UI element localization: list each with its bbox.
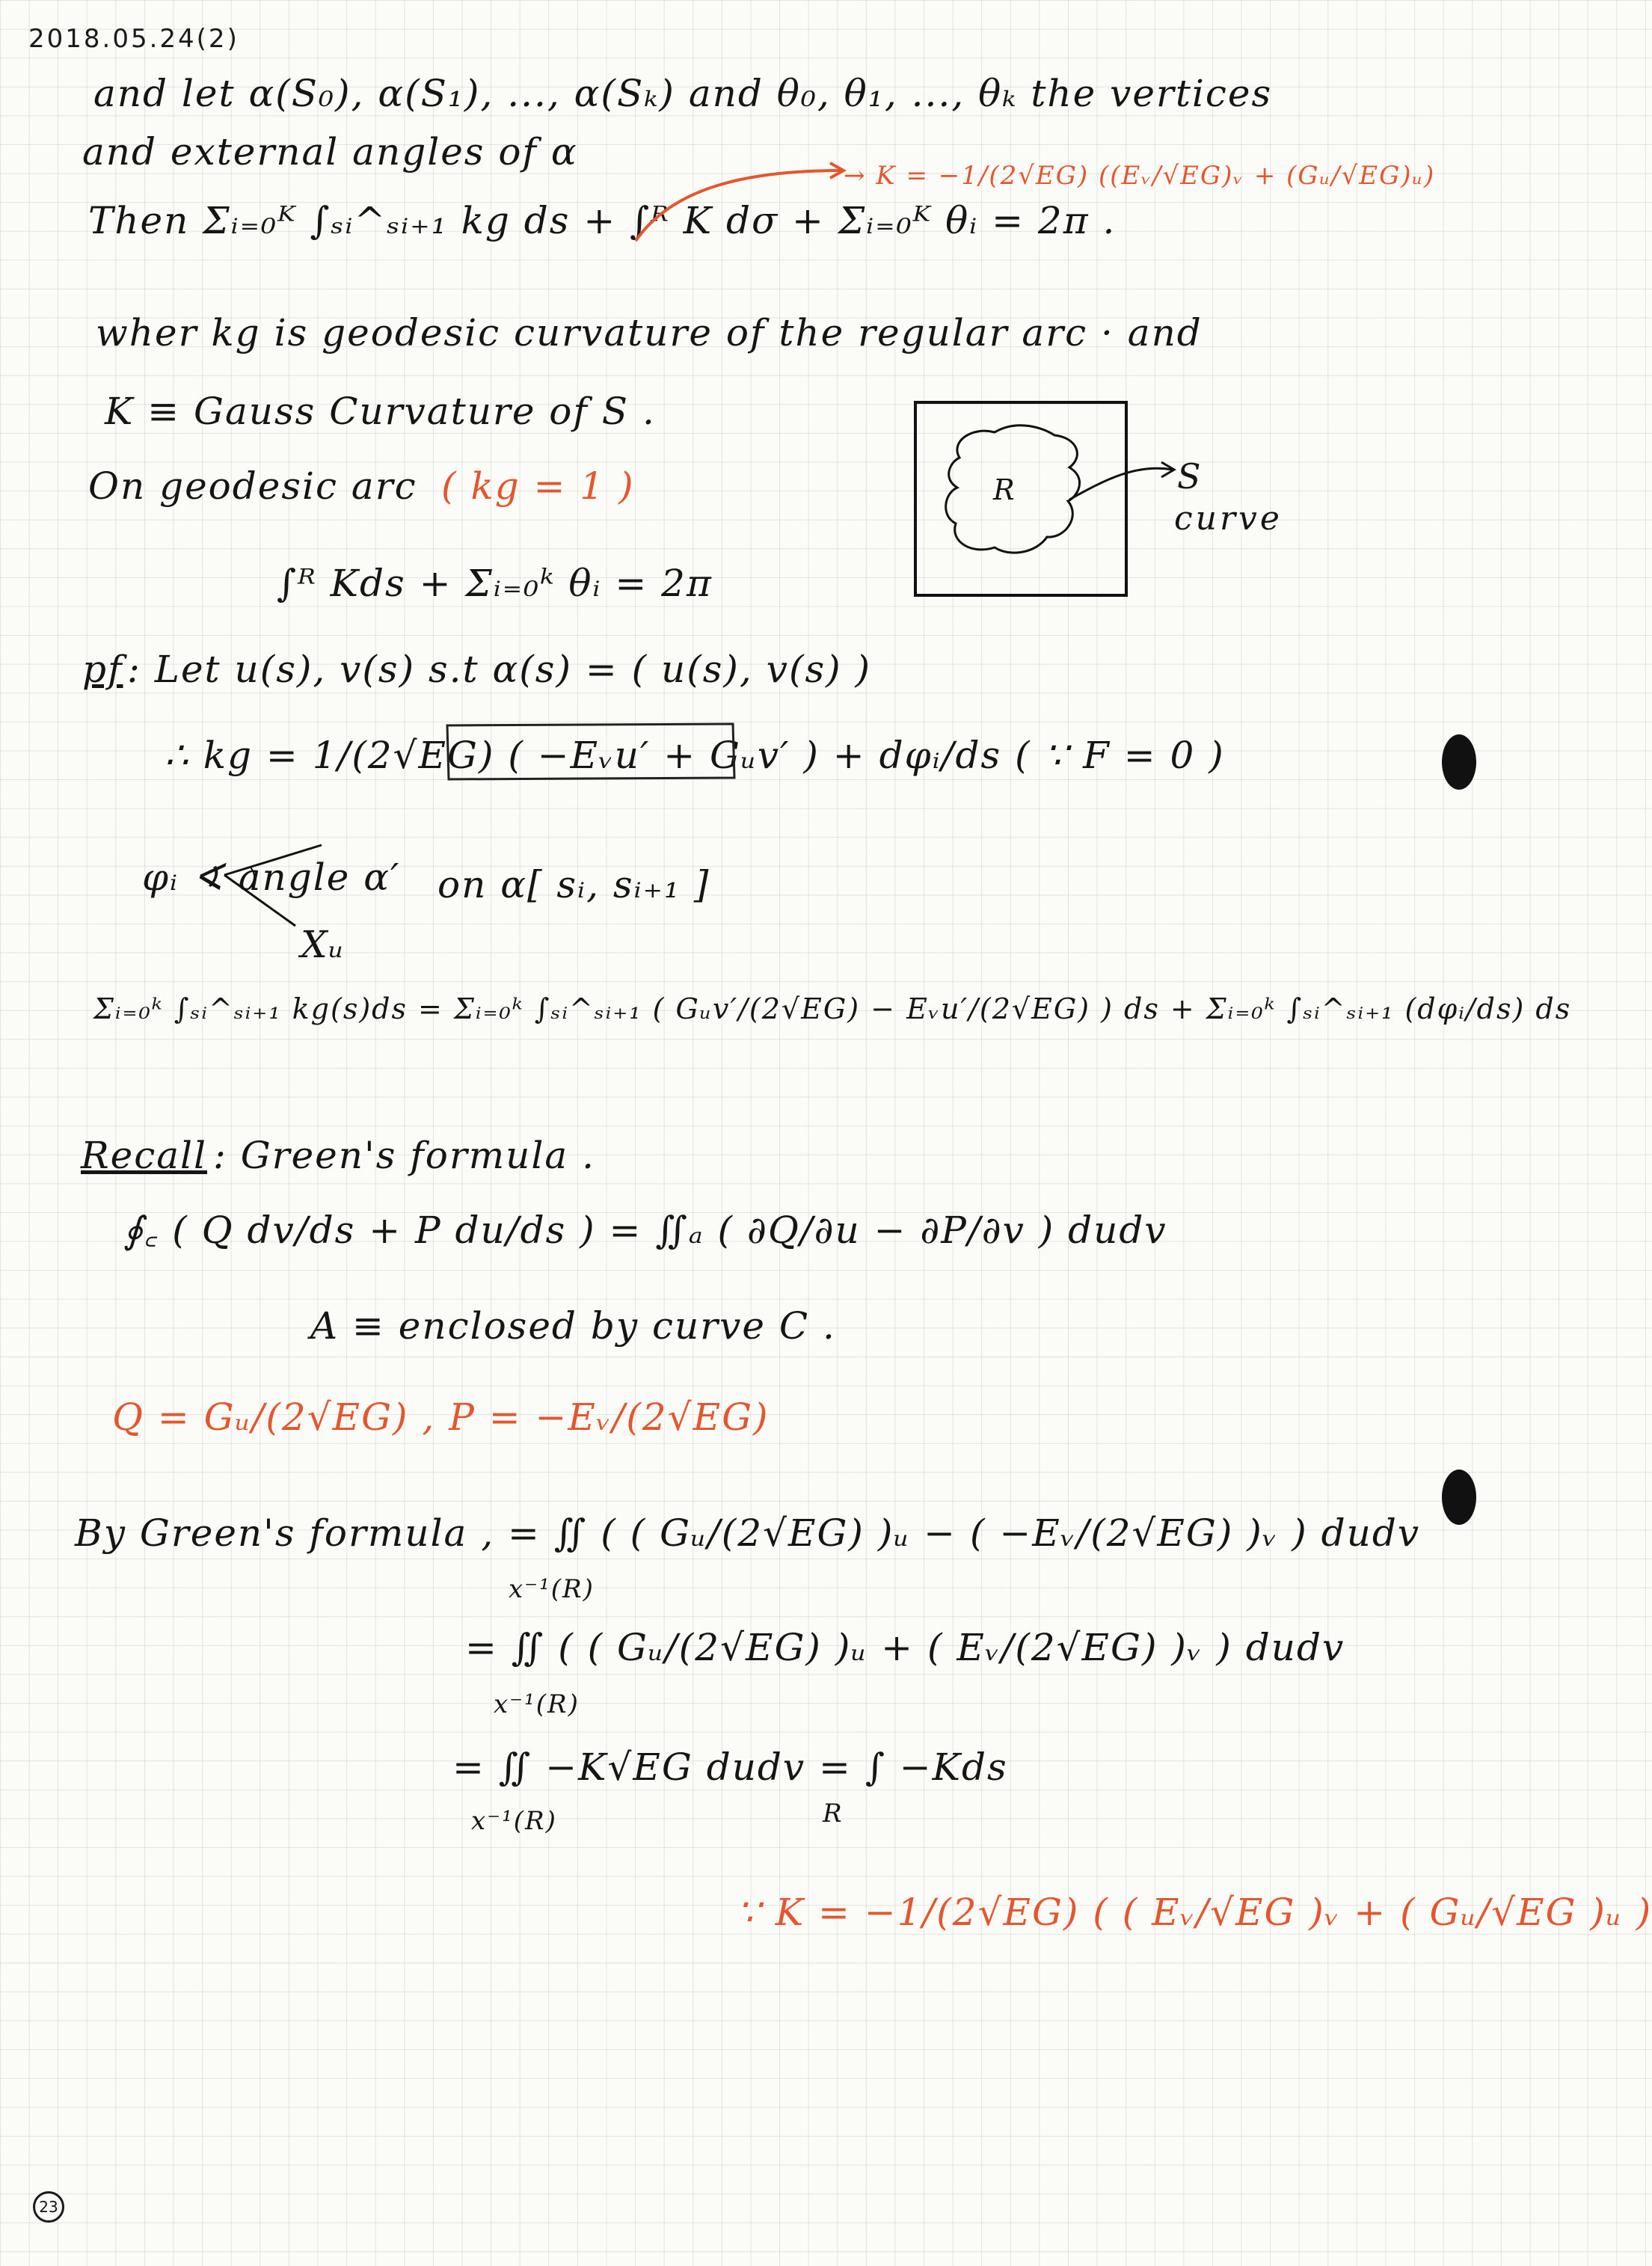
highlight-box — [447, 724, 734, 779]
angle-ray-xu — [224, 875, 295, 926]
orange-kg-equals-one: ( kg = 1 ) — [441, 464, 635, 508]
formula-kg-expression: ∴ kg = 1/(2√EG) ( −Eᵥu′ + Gᵤv′ ) + dφᵢ/ds ( ∵ F = 0 ) — [165, 734, 1225, 777]
recall-label: Recall — [81, 1134, 208, 1177]
page-number-badge: 23 — [33, 2191, 64, 2223]
text-on-alpha-interval: on α[ sᵢ, sᵢ₊₁ ] — [437, 863, 710, 906]
formula-by-greens: By Green's formula , = ∬ ( ( Gᵤ/(2√EG) )ᵤ − ( −Eᵥ/(2√EG) )ᵥ ) dudv — [75, 1511, 1421, 1555]
region-label-r: R — [993, 473, 1016, 506]
orange-q-p-definitions: Q = Gᵤ/(2√EG) , P = −Eᵥ/(2√EG) — [112, 1395, 770, 1439]
text-xu: Xᵤ — [301, 923, 346, 966]
text-line-gauss-curvature: K ≡ Gauss Curvature of S . — [105, 390, 656, 433]
formula-greens-theorem: ∮꜀ ( Q dv/ds + P du/ds ) = ∬ₐ ( ∂Q/∂u − ∂P/∂v ) dudv — [123, 1209, 1167, 1252]
gauss-bonnet-formula: Then Σᵢ₌₀ᴷ ∫ₛᵢ^ₛᵢ₊₁ kg ds + ∫ᴿ K dσ + Σᵢ₌₀ᴷ θᵢ = 2π . — [88, 199, 1117, 242]
text-line-let-u-v: : Let u(s), v(s) s.t α(s) = ( u(s), v(s) ) — [127, 648, 872, 691]
domain-label-2: x⁻¹(R) — [494, 1689, 580, 1719]
text-line-external-angles: and external angles of α — [82, 130, 578, 174]
pf-label: pf — [82, 648, 123, 691]
domain-label-1: x⁻¹(R) — [509, 1574, 595, 1604]
formula-geodesic-case: ∫ᴿ Kds + Σᵢ₌₀ᵏ θᵢ = 2π — [277, 562, 713, 605]
surface-label-s: S — [1177, 456, 1204, 497]
angle-arc — [249, 868, 254, 888]
orange-connector-arrow — [636, 171, 841, 241]
date-header: 2018.05.24(2) — [28, 24, 239, 54]
text-line-geodesic-curvature: wher kg is geodesic curvature of the regular arc · and — [96, 311, 1203, 354]
text-enclosed-by-curve: A ≡ enclosed by curve C . — [310, 1304, 836, 1348]
formula-step-two: = ∬ ( ( Gᵤ/(2√EG) )ᵤ + ( Eᵥ/(2√EG) )ᵥ ) dudv — [465, 1626, 1345, 1669]
text-line-vertices: and let α(S₀), α(S₁), ..., α(Sₖ) and θ₀, θ₁, ..., θₖ the vertices — [93, 72, 1273, 115]
orange-because-k: ∵ K = −1/(2√EG) ( ( Eᵥ/√EG )ᵥ + ( Gᵤ/√EG )ᵤ ) — [737, 1891, 1652, 1934]
angle-ray-alpha — [224, 845, 322, 875]
orange-gauss-curvature-note: → K = −1/(2√EG) ((Eᵥ/√EG)ᵥ + (Gᵤ/√EG)ᵤ) — [844, 161, 1436, 191]
formula-sum-integral-kg: Σᵢ₌₀ᵏ ∫ₛᵢ^ₛᵢ₊₁ kg(s)ds = Σᵢ₌₀ᵏ ∫ₛᵢ^ₛᵢ₊₁ ( Gᵤv′/(2√EG) − Eᵥu′/(2√EG) ) ds + Σᵢ₌₀ᵏ ∫ₛᵢ^ₛᵢ₊₁ (dφᵢ/ds) ds — [93, 992, 1572, 1025]
arrow-to-s — [1069, 468, 1173, 500]
curve-label: curve — [1174, 500, 1283, 538]
text-line-geodesic-arc: On geodesic arc — [88, 464, 417, 508]
text-angle-phi: φᵢ ∢ angle α′ — [142, 856, 401, 899]
text-greens-formula: : Green's formula . — [213, 1134, 595, 1177]
formula-step-three: = ∬ −K√EG dudv = ∫ −Kds — [452, 1745, 1008, 1789]
domain-label-r: R — [823, 1799, 844, 1829]
domain-label-3: x⁻¹(R) — [471, 1806, 557, 1836]
